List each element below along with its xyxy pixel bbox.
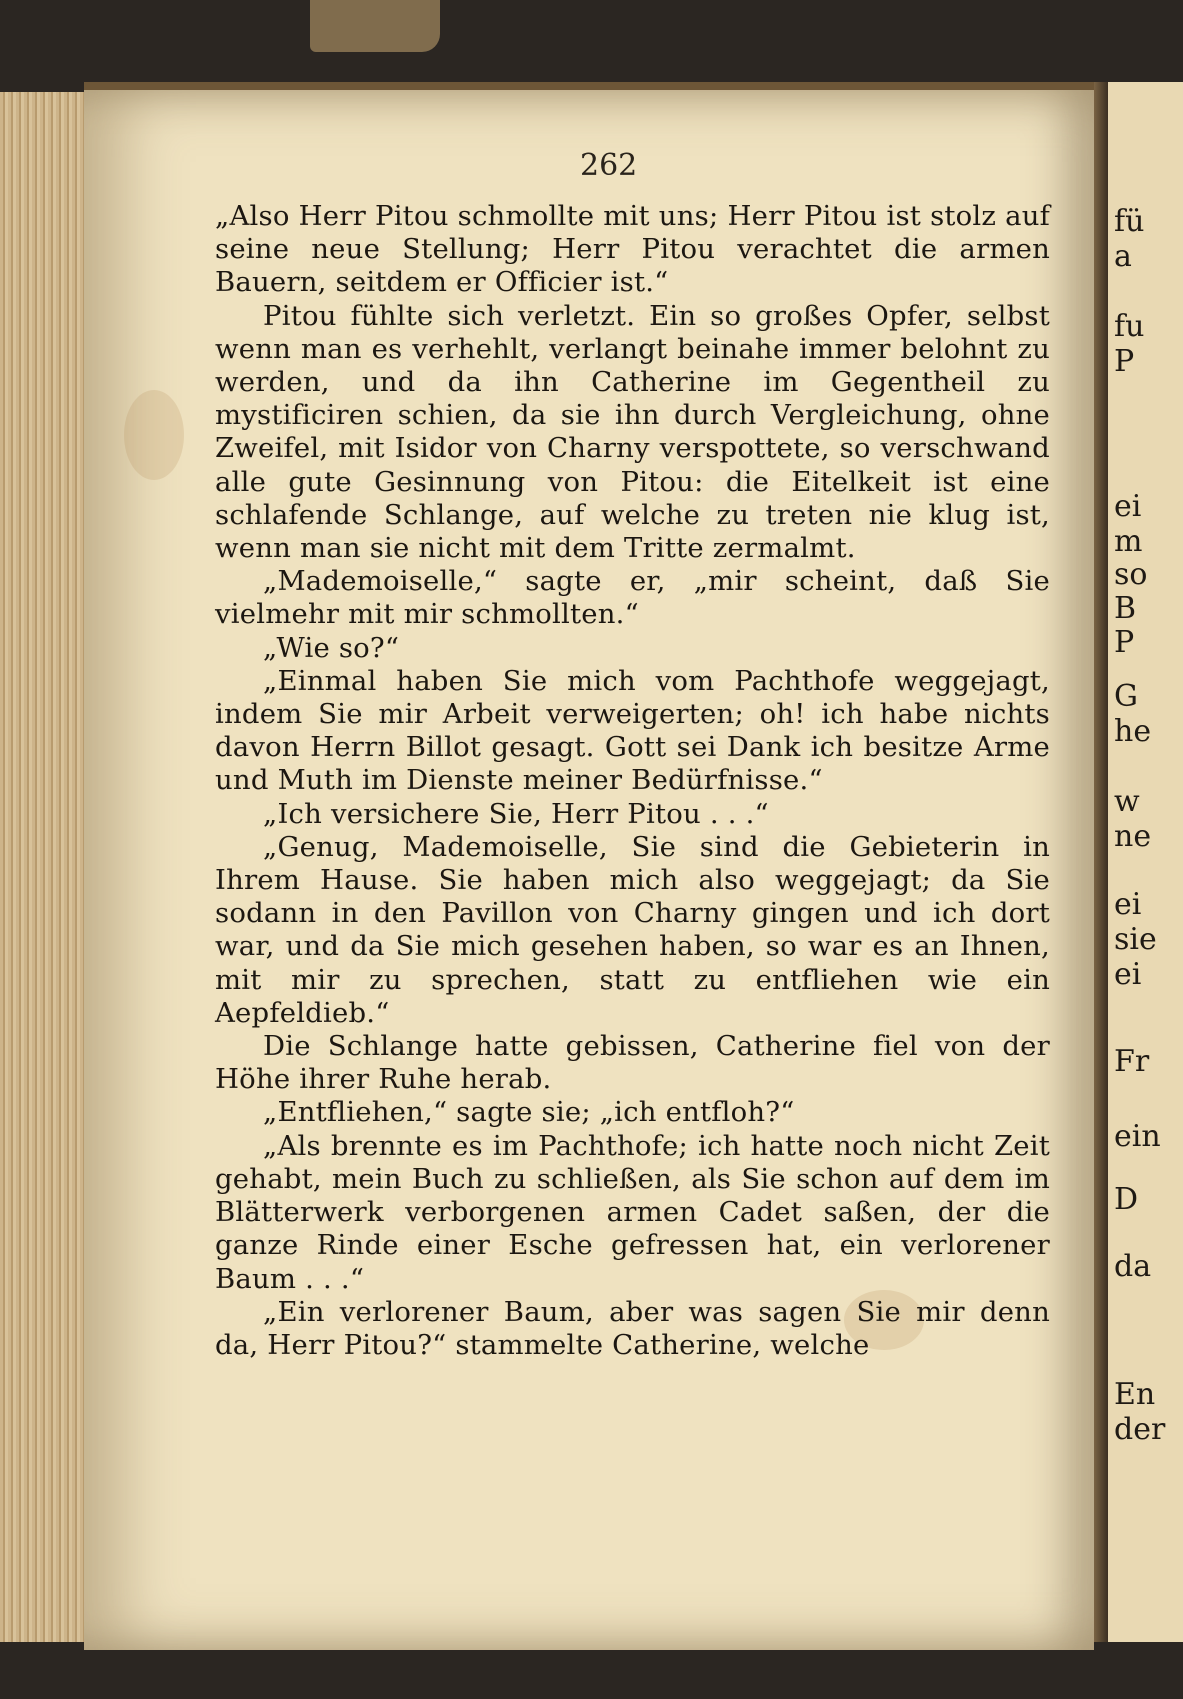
right-page-fragment: ne xyxy=(1114,819,1152,854)
paragraph: „Als brennte es im Pachthofe; ich hatte noch nicht Zeit gehabt, mein Buch zu schließen, als Sie schon auf dem im Blätterwerk verborgenen armen Cadet saßen, der die ganze Rinde einer Esche gefressen hat, ein verlorener Baum . . .“ xyxy=(215,1129,1050,1295)
paragraph: „Genug, Mademoiselle, Sie sind die Gebieterin in Ihrem Hause. Sie haben mich also weggejagt; da Sie sodann in den Pavillon von Charny gingen und ich dort war, und da Sie mich gesehen haben, so war es an Ihnen, mit mir zu sprechen, statt zu entfliehen wie ein Aepfeldieb.“ xyxy=(215,830,1050,1029)
right-page-fragment: ei xyxy=(1114,887,1142,922)
right-page-fragment: w xyxy=(1114,784,1140,819)
paragraph: „Entfliehen,“ sagte sie; „ich entfloh?“ xyxy=(263,1096,795,1129)
right-page-fragment: ei xyxy=(1114,957,1142,992)
right-page-fragment: der xyxy=(1114,1412,1166,1447)
book-gutter xyxy=(1094,82,1108,1642)
paragraph: „Mademoiselle,“ sagte er, „mir scheint, daß Sie vielmehr mit mir schmollten.“ xyxy=(215,565,1050,631)
right-page-fragment: B xyxy=(1114,591,1137,626)
right-page-fragment: fü xyxy=(1114,204,1145,239)
paragraph: „Einmal haben Sie mich vom Pachthofe weggejagt, indem Sie mir Arbeit verweigerten; oh! ich habe nichts davon Herrn Billot gesagt. Gott sei Dank ich besitze Arme und Muth im Dienste meiner Bedürfnisse.“ xyxy=(215,664,1050,797)
right-page-fragment: fu xyxy=(1114,309,1145,344)
right-page-fragment: da xyxy=(1114,1249,1152,1284)
page-number: 262 xyxy=(580,148,638,183)
right-page-fragment: P xyxy=(1114,625,1135,660)
right-page-fragment: m xyxy=(1114,524,1143,559)
paragraph: Pitou fühlte sich verletzt. Ein so großes Opfer, selbst wenn man es verhehlt, verlangt beinahe immer belohnt zu werden, und da ihn Catherine im Gegentheil zu mystificiren schien, da sie ihn durch Vergleichung, ohne Zweifel, mit Isidor von Charny verspottete, so verschwand alle gute Gesinnung von Pitou: die Eitelkeit ist eine schlafende Schlange, auf welche zu treten nie klug ist, wenn man sie nicht mit dem Tritte zermalmt. xyxy=(215,299,1050,565)
stain xyxy=(124,390,184,480)
paragraph: Die Schlange hatte gebissen, Catherine fiel von der Höhe ihrer Ruhe herab. xyxy=(215,1030,1050,1096)
paper-tab xyxy=(310,0,440,52)
right-page-fragment: so xyxy=(1114,557,1148,592)
right-page-fragment: G xyxy=(1114,679,1138,714)
paragraph: „Wie so?“ xyxy=(263,631,400,664)
paragraph: „Also Herr Pitou schmollte mit uns; Herr Pitou ist stolz auf seine neue Stellung; Herr Pitou verachtet die armen Bauern, seitdem er Officier ist.“ xyxy=(215,200,1050,299)
right-page-fragment: Fr xyxy=(1114,1044,1150,1079)
right-page-fragment: ein xyxy=(1114,1119,1161,1154)
right-page-edge xyxy=(1108,82,1183,1642)
page-body-text xyxy=(215,200,1050,1362)
paragraph: „Ich versichere Sie, Herr Pitou . . .“ xyxy=(263,797,769,830)
right-page-fragment: En xyxy=(1114,1377,1156,1412)
paragraph: „Ein verlorener Baum, aber was sagen Sie mir denn da, Herr Pitou?“ stammelte Catherine, welche xyxy=(215,1295,1050,1361)
right-page-fragment: he xyxy=(1114,714,1152,749)
right-page-fragment: ei xyxy=(1114,489,1142,524)
right-page-fragment: D xyxy=(1114,1182,1139,1217)
right-page-fragment: a xyxy=(1114,239,1132,274)
right-page-fragment: P xyxy=(1114,344,1135,379)
right-page-fragment: sie xyxy=(1114,922,1157,957)
